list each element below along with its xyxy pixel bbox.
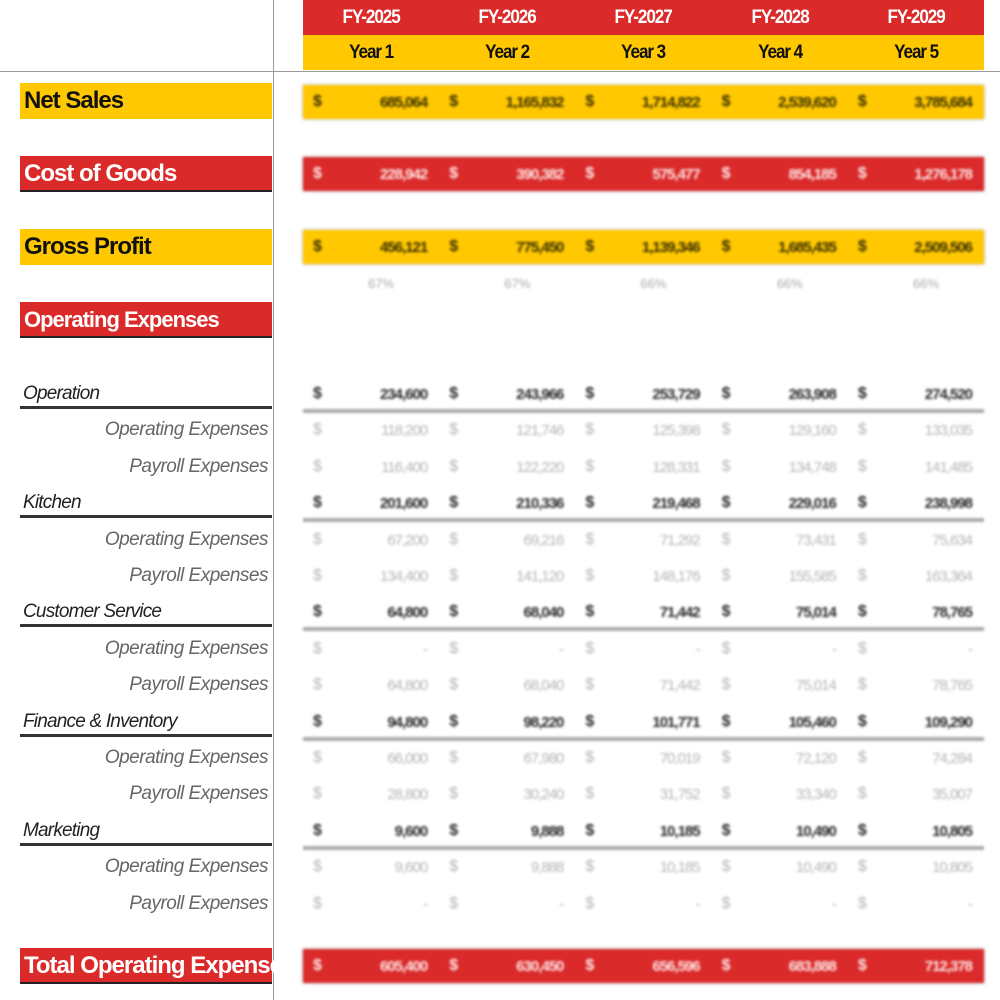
line-item-label: Operating Expenses xyxy=(104,747,268,768)
value-cell[interactable]: $ 219,468 xyxy=(585,494,700,512)
gross-profit-cell[interactable]: $ 775,450 xyxy=(449,238,564,256)
net-sales-cell[interactable]: $ 1,714,822 xyxy=(585,93,700,111)
total-operating-expenses-row xyxy=(303,949,984,983)
value-cell[interactable]: $ - xyxy=(449,640,564,658)
section-total-row xyxy=(303,379,984,413)
value-cell[interactable]: $ 98,220 xyxy=(449,713,564,731)
value-cell[interactable]: $ 128,331 xyxy=(585,458,700,476)
value-cell[interactable]: $ 148,176 xyxy=(585,567,700,585)
value-cell[interactable]: $ 10,490 xyxy=(721,858,836,876)
value-cell[interactable]: $ 71,442 xyxy=(585,603,700,621)
section-label: Kitchen xyxy=(20,488,272,518)
value-cell[interactable]: $ 71,292 xyxy=(585,531,700,549)
value-cell[interactable]: $ 69,216 xyxy=(449,531,564,549)
year-header xyxy=(303,35,984,70)
value-cell[interactable]: $ 68,040 xyxy=(449,603,564,621)
total-operating-expenses-label: Total Operating Expenses xyxy=(20,948,272,984)
value-cell[interactable]: $ 121,746 xyxy=(449,421,564,439)
value-cell[interactable]: $ 72,120 xyxy=(721,749,836,767)
value-cell[interactable]: $ - xyxy=(721,895,836,913)
year-header-3: Year 3 xyxy=(621,42,666,63)
value-cell[interactable]: $ 141,120 xyxy=(449,567,564,585)
cost-of-goods-label: Cost of Goods xyxy=(20,156,272,192)
value-cell[interactable]: $ 64,800 xyxy=(313,676,428,694)
value-cell[interactable]: $ 30,240 xyxy=(449,785,564,803)
line-item-row xyxy=(303,525,984,555)
gross-margin-row xyxy=(303,276,984,296)
value-cell[interactable]: $ 105,460 xyxy=(721,713,836,731)
value-cell[interactable]: $ 35,007 xyxy=(857,785,973,803)
total-opex-cell[interactable]: $ 605,400 xyxy=(313,957,428,975)
value-cell[interactable]: $ 10,805 xyxy=(857,858,973,876)
net-sales-cell[interactable]: $ 3,785,684 xyxy=(857,93,973,111)
value-cell[interactable]: $ 78,765 xyxy=(857,676,973,694)
total-opex-cell[interactable]: $ 683,888 xyxy=(721,957,836,975)
gross-margin: 67% xyxy=(368,276,395,291)
net-sales-row xyxy=(303,85,984,119)
value-cell[interactable]: $ 201,600 xyxy=(313,494,428,512)
value-cell[interactable]: $ 67,200 xyxy=(313,531,428,549)
value-cell[interactable]: $ 109,290 xyxy=(857,713,973,731)
line-item-row xyxy=(303,452,984,482)
value-cell[interactable]: $ 64,800 xyxy=(313,603,428,621)
total-opex-cell[interactable]: $ 712,378 xyxy=(857,957,973,975)
value-cell[interactable]: $ 31,752 xyxy=(585,785,700,803)
net-sales-cell[interactable]: $ 1,165,832 xyxy=(449,93,564,111)
value-cell[interactable]: $ 74,284 xyxy=(857,749,973,767)
value-cell[interactable]: $ 66,000 xyxy=(313,749,428,767)
value-cell[interactable]: $ - xyxy=(313,640,428,658)
total-opex-cell[interactable]: $ 656,596 xyxy=(585,957,700,975)
value-cell[interactable]: $ 229,016 xyxy=(721,494,836,512)
section-total-row xyxy=(303,488,984,522)
cogs-cell[interactable]: $ 1,276,178 xyxy=(857,165,973,183)
value-cell[interactable]: $ 210,336 xyxy=(449,494,564,512)
section-label: Finance & Inventory xyxy=(20,707,272,737)
line-item-label: Payroll Expenses xyxy=(129,565,268,586)
gross-margin: 66% xyxy=(912,276,939,291)
fy-header-1: FY-2025 xyxy=(342,7,400,28)
value-cell[interactable]: $ - xyxy=(585,640,700,658)
gross-profit-row xyxy=(303,230,984,264)
section-label: Customer Service xyxy=(20,597,272,627)
value-cell[interactable]: $ 75,634 xyxy=(857,531,973,549)
line-item-row xyxy=(303,670,984,700)
gross-margin: 67% xyxy=(504,276,531,291)
year-header-4: Year 4 xyxy=(757,42,802,63)
net-sales-cell[interactable]: $ 685,064 xyxy=(313,93,428,111)
fiscal-year-header xyxy=(303,0,984,35)
value-cell[interactable]: $ 155,585 xyxy=(721,567,836,585)
line-item-row xyxy=(303,889,984,919)
line-item-row xyxy=(303,415,984,445)
value-cell[interactable]: $ 10,185 xyxy=(585,822,700,840)
gross-margin: 66% xyxy=(776,276,803,291)
gross-profit-cell[interactable]: $ 456,121 xyxy=(313,238,428,256)
fy-header-4: FY-2028 xyxy=(751,7,809,28)
net-sales-label: Net Sales xyxy=(20,83,272,119)
net-sales-cell[interactable]: $ 2,539,620 xyxy=(721,93,836,111)
total-opex-cell[interactable]: $ 630,450 xyxy=(449,957,564,975)
value-cell[interactable]: $ 116,400 xyxy=(313,458,428,476)
value-cell[interactable]: $ 94,800 xyxy=(313,713,428,731)
year-header-1: Year 1 xyxy=(349,42,394,63)
value-cell[interactable]: $ 75,014 xyxy=(721,603,836,621)
value-cell[interactable]: $ 33,340 xyxy=(721,785,836,803)
value-cell[interactable]: $ 9,600 xyxy=(313,858,428,876)
line-item-label: Operating Expenses xyxy=(104,529,268,550)
value-cell[interactable]: $ 253,729 xyxy=(585,385,700,403)
cogs-cell[interactable]: $ 390,382 xyxy=(449,165,564,183)
line-item-label: Operating Expenses xyxy=(104,419,268,440)
section-total-row xyxy=(303,597,984,631)
value-cell[interactable]: $ 122,220 xyxy=(449,458,564,476)
gross-profit-label: Gross Profit xyxy=(20,229,272,265)
line-item-label: Payroll Expenses xyxy=(129,674,268,695)
section-total-row xyxy=(303,816,984,850)
fy-header-5: FY-2029 xyxy=(887,7,945,28)
gross-profit-cell[interactable]: $ 1,685,435 xyxy=(721,238,836,256)
value-cell[interactable]: $ 125,398 xyxy=(585,421,700,439)
value-cell[interactable]: $ - xyxy=(857,640,973,658)
value-cell[interactable]: $ - xyxy=(449,895,564,913)
cogs-cell[interactable]: $ 228,942 xyxy=(313,165,428,183)
line-item-label: Operating Expenses xyxy=(104,856,268,877)
year-header-2: Year 2 xyxy=(485,42,530,63)
line-item-label: Payroll Expenses xyxy=(129,783,268,804)
year-header-5: Year 5 xyxy=(893,42,938,63)
value-cell[interactable]: $ 67,980 xyxy=(449,749,564,767)
value-cell[interactable]: $ 134,400 xyxy=(313,567,428,585)
cost-of-goods-row xyxy=(303,157,984,191)
value-cell[interactable]: $ 71,442 xyxy=(585,676,700,694)
value-cell[interactable]: $ - xyxy=(585,895,700,913)
value-cell[interactable]: $ 75,014 xyxy=(721,676,836,694)
gross-profit-cell[interactable]: $ 2,509,506 xyxy=(857,238,973,256)
value-cell[interactable]: $ 238,998 xyxy=(857,494,973,512)
value-cell[interactable]: $ 243,966 xyxy=(449,385,564,403)
value-cell[interactable]: $ 10,185 xyxy=(585,858,700,876)
value-cell[interactable]: $ 163,364 xyxy=(857,567,973,585)
value-cell[interactable]: $ 133,035 xyxy=(857,421,973,439)
cogs-cell[interactable]: $ 575,477 xyxy=(585,165,700,183)
value-cell[interactable]: $ 274,520 xyxy=(857,385,973,403)
gross-margin: 66% xyxy=(640,276,667,291)
value-cell[interactable]: $ 9,888 xyxy=(449,822,564,840)
value-cell[interactable]: $ 263,908 xyxy=(721,385,836,403)
line-item-row xyxy=(303,561,984,591)
value-cell[interactable]: $ 78,765 xyxy=(857,603,973,621)
line-item-row xyxy=(303,634,984,664)
value-cell[interactable]: $ 68,040 xyxy=(449,676,564,694)
value-cell[interactable]: $ 73,431 xyxy=(721,531,836,549)
value-cell[interactable]: $ 141,485 xyxy=(857,458,973,476)
line-item-label: Payroll Expenses xyxy=(129,456,268,477)
line-item-row xyxy=(303,852,984,882)
value-cell[interactable]: $ 70,019 xyxy=(585,749,700,767)
line-item-label: Payroll Expenses xyxy=(129,893,268,914)
value-cell[interactable]: $ - xyxy=(721,640,836,658)
cogs-cell[interactable]: $ 854,185 xyxy=(721,165,836,183)
value-cell[interactable]: $ 10,490 xyxy=(721,822,836,840)
section-label: Marketing xyxy=(20,816,272,846)
value-cell[interactable]: $ 234,600 xyxy=(313,385,428,403)
fy-header-3: FY-2027 xyxy=(614,7,673,28)
value-cell[interactable]: $ 9,600 xyxy=(313,822,428,840)
value-cell[interactable]: $ 10,805 xyxy=(857,822,973,840)
value-cell[interactable]: $ - xyxy=(313,895,428,913)
value-cell[interactable]: $ 129,160 xyxy=(721,421,836,439)
value-cell[interactable]: $ - xyxy=(857,895,973,913)
column-divider xyxy=(273,0,274,1000)
value-cell[interactable]: $ 28,800 xyxy=(313,785,428,803)
line-item-row xyxy=(303,743,984,773)
value-cell[interactable]: $ 101,771 xyxy=(585,713,700,731)
section-label: Operation xyxy=(20,379,272,409)
gross-profit-cell[interactable]: $ 1,139,346 xyxy=(585,238,700,256)
line-item-label: Operating Expenses xyxy=(104,638,268,659)
value-cell[interactable]: $ 118,200 xyxy=(313,421,428,439)
value-cell[interactable]: $ 134,748 xyxy=(721,458,836,476)
fy-header-2: FY-2026 xyxy=(478,7,536,28)
header-divider xyxy=(0,71,1000,72)
section-total-row xyxy=(303,707,984,741)
value-cell[interactable]: $ 9,888 xyxy=(449,858,564,876)
operating-expenses-label: Operating Expenses xyxy=(20,302,272,338)
line-item-row xyxy=(303,779,984,809)
